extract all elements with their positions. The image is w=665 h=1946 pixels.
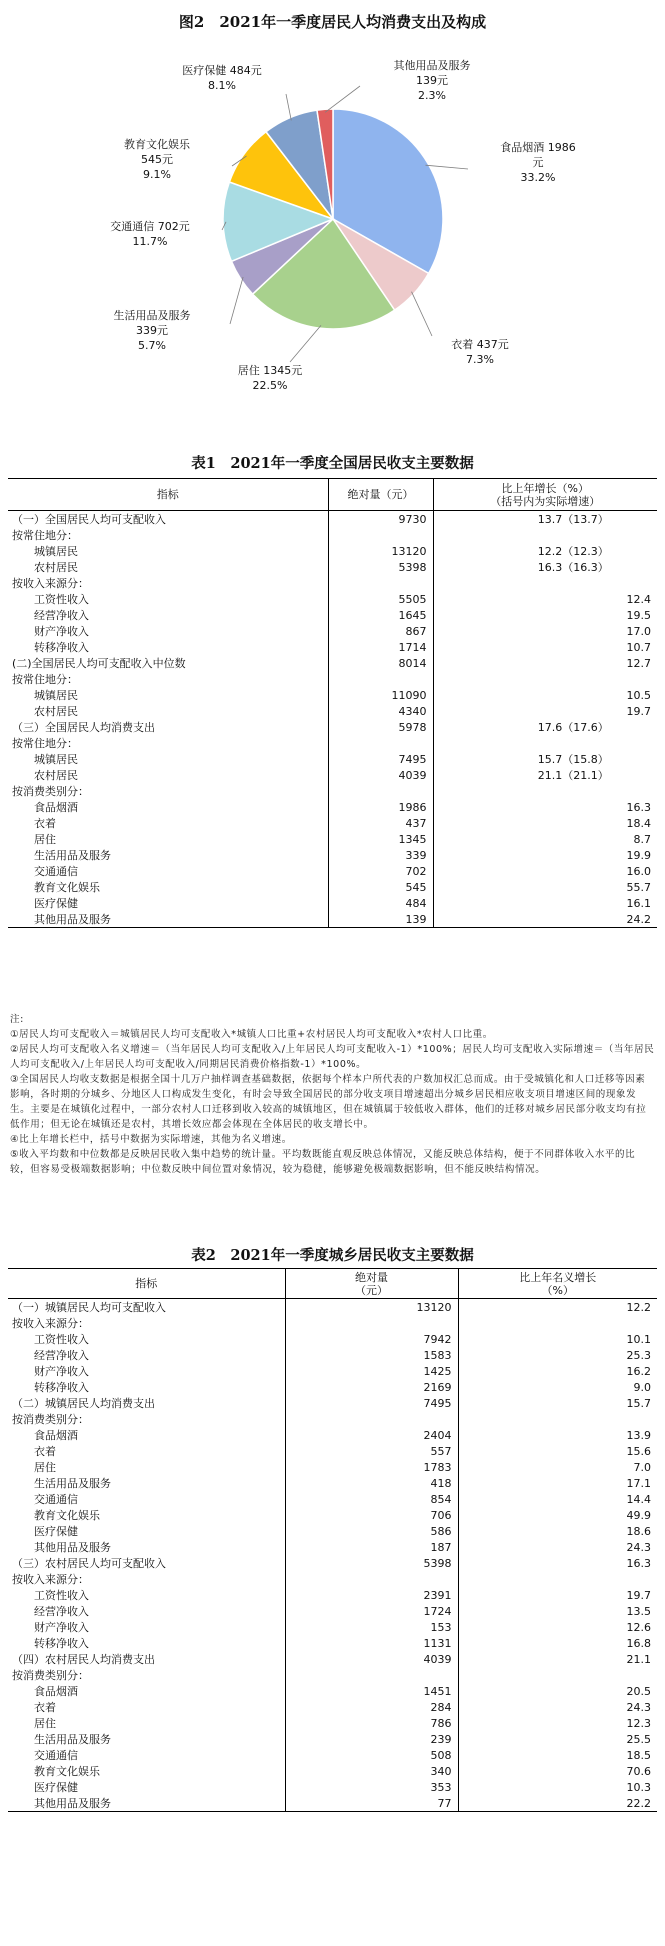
table2-row: [8, 1491, 657, 1507]
row-label: 食品烟酒: [34, 801, 78, 814]
table2-row: [8, 1699, 657, 1715]
row-absolute-value: 1451: [285, 1683, 458, 1699]
row-absolute-value: 13120: [285, 1299, 458, 1316]
row-label: (二)全国居民人均可支配收入中位数: [12, 657, 186, 670]
table2-row: [8, 1747, 657, 1763]
table2-row: [8, 1347, 657, 1363]
table2-row: [8, 1363, 657, 1379]
row-growth-value: 24.3: [458, 1699, 657, 1715]
row-label: 按常住地分：: [12, 737, 78, 750]
pie-label-line: 衣着 437元: [451, 338, 509, 351]
row-growth-value: 55.7: [433, 879, 657, 895]
table1-row: [8, 655, 657, 671]
row-label: 食品烟酒: [34, 1429, 78, 1442]
row-growth-value: 12.4: [433, 591, 657, 607]
row-absolute-value: 5505: [328, 591, 433, 607]
table1-row: [8, 639, 657, 655]
row-growth-value: 17.1: [458, 1475, 657, 1491]
table1: [8, 478, 657, 928]
table1-row: [8, 687, 657, 703]
row-label: 按常住地分：: [12, 529, 78, 542]
table2-header-growth-line1: 比上年名义增长: [519, 1270, 597, 1284]
row-growth-value: 10.7: [433, 639, 657, 655]
table2-header-indicator: 指标: [8, 1269, 285, 1299]
table2-header-growth: [458, 1269, 657, 1299]
table1-row: [8, 767, 657, 783]
row-growth-value: 9.0: [458, 1379, 657, 1395]
table2-row: [8, 1331, 657, 1347]
row-absolute-value: 1714: [328, 639, 433, 655]
row-label: 财产净收入: [34, 625, 89, 638]
pie-label-line: 其他用品及服务: [393, 59, 471, 72]
row-growth-value: 21.1（21.1）: [433, 767, 657, 783]
table1-row: [8, 575, 657, 591]
row-label: 医疗保健: [34, 1781, 78, 1794]
table1-row: [8, 895, 657, 911]
pie-slice-label: [124, 137, 191, 181]
row-label: 城镇居民: [34, 545, 78, 558]
row-label: 转移净收入: [34, 1637, 89, 1650]
table1-row: [8, 543, 657, 559]
row-growth-value: 12.7: [433, 655, 657, 671]
row-absolute-value: [285, 1667, 458, 1683]
row-absolute-value: 340: [285, 1763, 458, 1779]
row-absolute-value: 11090: [328, 687, 433, 703]
pie-label-line: 33.2%: [520, 171, 556, 184]
note-item: ①居民人均可支配收入＝城镇居民人均可支配收入*城镇人口比重+农村居民人均可支配收入*农村人口比重。: [10, 1029, 493, 1040]
row-absolute-value: 1425: [285, 1363, 458, 1379]
row-growth-value: [433, 735, 657, 751]
row-growth-value: 70.6: [458, 1763, 657, 1779]
row-growth-value: 25.5: [458, 1731, 657, 1747]
table2-row: [8, 1459, 657, 1475]
row-growth-value: 16.2: [458, 1363, 657, 1379]
row-growth-value: 12.2（12.3）: [433, 543, 657, 559]
row-label: 农村居民: [34, 769, 78, 782]
row-growth-value: [458, 1411, 657, 1427]
row-label: （三）农村居民人均可支配收入: [12, 1557, 166, 1570]
table1-row: [8, 527, 657, 543]
pie-leader-line: [425, 165, 468, 169]
row-label: 居住: [34, 1461, 56, 1474]
table2-row: [8, 1603, 657, 1619]
row-absolute-value: 418: [285, 1475, 458, 1491]
table2-row: [8, 1635, 657, 1651]
pie-label-line: 2.3%: [418, 89, 446, 102]
table1-row: [8, 911, 657, 928]
row-absolute-value: 7495: [328, 751, 433, 767]
row-label: （四）农村居民人均消费支出: [12, 1653, 155, 1666]
row-absolute-value: 5978: [328, 719, 433, 735]
row-growth-value: 13.7（13.7）: [433, 511, 657, 528]
row-label: 衣着: [34, 1701, 56, 1714]
row-growth-value: [458, 1315, 657, 1331]
table1-row: [8, 703, 657, 719]
row-label: 转移净收入: [34, 641, 89, 654]
table1-row: [8, 559, 657, 575]
pie-label-line: 545元: [141, 153, 173, 166]
row-label: 教育文化娱乐: [34, 1765, 100, 1778]
pie-label-line: 7.3%: [466, 353, 494, 366]
row-absolute-value: 586: [285, 1523, 458, 1539]
row-growth-value: 18.6: [458, 1523, 657, 1539]
row-growth-value: 16.1: [433, 895, 657, 911]
note-item: ⑤收入平均数和中位数都是反映居民收入集中趋势的统计量。平均数既能直观反映总体情况，又能反映总体结构，便于不同群体收入水平的比较，但容易受极端数据影响；中位数反映中间位置对象情况，较为稳健，能够避免极端数据影响，但不能反映结构情况。: [10, 1149, 636, 1175]
row-growth-value: 24.2: [433, 911, 657, 928]
table2-row: [8, 1411, 657, 1427]
pie-label-line: 22.5%: [252, 379, 288, 392]
row-growth-value: 10.3: [458, 1779, 657, 1795]
pie-leader-line: [286, 94, 291, 120]
pie-label-line: 9.1%: [143, 168, 171, 181]
table2-row: [8, 1795, 657, 1812]
pie-label-line: 教育文化娱乐: [124, 138, 190, 151]
row-growth-value: 19.5: [433, 607, 657, 623]
table2-row: [8, 1667, 657, 1683]
row-growth-value: 16.8: [458, 1635, 657, 1651]
table2-header-growth-line2: （%）: [541, 1283, 574, 1297]
row-label: 按收入来源分：: [12, 1573, 89, 1586]
note-item: ④比上年增长栏中，括号中数据为实际增速，其他为名义增速。: [10, 1134, 292, 1145]
row-growth-value: 7.0: [458, 1459, 657, 1475]
row-growth-value: 8.7: [433, 831, 657, 847]
row-absolute-value: 2391: [285, 1587, 458, 1603]
note-item: ②居民人均可支配收入名义增速＝（当年居民人均可支配收入/上年居民人均可支配收入-1）*100%；居民人均可支配收入实际增速＝（当年居民人均可支配收入/上年居民人均可支配收入/同期居民消费价格指数-1）*100%。: [10, 1044, 655, 1070]
row-label: 经营净收入: [34, 1349, 89, 1362]
row-label: 按收入来源分：: [12, 577, 89, 590]
row-label: 食品烟酒: [34, 1685, 78, 1698]
table2-row: [8, 1651, 657, 1667]
row-growth-value: [458, 1571, 657, 1587]
row-absolute-value: 1986: [328, 799, 433, 815]
table2-header-absolute: [285, 1269, 458, 1299]
table2-row: [8, 1587, 657, 1603]
table1-row: [8, 591, 657, 607]
row-growth-value: 12.2: [458, 1299, 657, 1316]
row-growth-value: 15.7（15.8）: [433, 751, 657, 767]
row-growth-value: 17.6（17.6）: [433, 719, 657, 735]
pie-leader-line: [325, 86, 360, 112]
table2-row: [8, 1715, 657, 1731]
row-absolute-value: 5398: [285, 1555, 458, 1571]
table1-header-growth: [433, 479, 657, 511]
pie-leader-line: [412, 292, 432, 336]
row-label: 其他用品及服务: [34, 1541, 111, 1554]
row-label: （二）城镇居民人均消费支出: [12, 1397, 155, 1410]
table1-notes: [10, 1012, 655, 1177]
row-label: 工资性收入: [34, 1589, 89, 1602]
row-label: 转移净收入: [34, 1381, 89, 1394]
row-absolute-value: 786: [285, 1715, 458, 1731]
table2-row: [8, 1619, 657, 1635]
row-absolute-value: 13120: [328, 543, 433, 559]
row-label: 交通通信: [34, 1749, 78, 1762]
row-label: 教育文化娱乐: [34, 1509, 100, 1522]
table2-row: [8, 1571, 657, 1587]
row-label: （一）城镇居民人均可支配收入: [12, 1301, 166, 1314]
pie-label-line: 医疗保健 484元: [182, 64, 262, 77]
row-growth-value: 25.3: [458, 1347, 657, 1363]
table2-row: [8, 1379, 657, 1395]
table1-header-growth-line1: 比上年增长（%）: [501, 481, 589, 495]
row-growth-value: [433, 527, 657, 543]
row-absolute-value: [328, 735, 433, 751]
row-growth-value: 16.3: [433, 799, 657, 815]
table1-row: [8, 815, 657, 831]
pie-label-line: 元: [532, 156, 544, 169]
row-label: 居住: [34, 1717, 56, 1730]
pie-label-line: 居住 1345元: [237, 364, 303, 377]
row-absolute-value: [285, 1571, 458, 1587]
row-label: （三）全国居民人均消费支出: [12, 721, 155, 734]
row-growth-value: 19.7: [433, 703, 657, 719]
row-absolute-value: 4039: [328, 767, 433, 783]
row-growth-value: 19.9: [433, 847, 657, 863]
row-absolute-value: 437: [328, 815, 433, 831]
table1-title: 表1 2021年一季度全国居民收支主要数据: [191, 455, 474, 472]
row-absolute-value: 4340: [328, 703, 433, 719]
table2-header-absolute-line2: （元）: [355, 1283, 388, 1297]
row-label: 教育文化娱乐: [34, 881, 100, 894]
row-growth-value: 18.4: [433, 815, 657, 831]
row-label: 交通通信: [34, 1493, 78, 1506]
row-absolute-value: 339: [328, 847, 433, 863]
table1-row: [8, 511, 657, 528]
row-growth-value: 24.3: [458, 1539, 657, 1555]
table2-row: [8, 1395, 657, 1411]
pie-slice-label: [500, 140, 576, 184]
table2-row: [8, 1299, 657, 1316]
row-growth-value: 10.1: [458, 1331, 657, 1347]
table2-row: [8, 1555, 657, 1571]
table1-row: [8, 847, 657, 863]
row-absolute-value: 1345: [328, 831, 433, 847]
row-absolute-value: 5398: [328, 559, 433, 575]
table1-row: [8, 671, 657, 687]
pie-label-line: 生活用品及服务: [113, 309, 191, 322]
pie-label-line: 11.7%: [132, 235, 168, 248]
table2-row: [8, 1475, 657, 1491]
table1-row: [8, 831, 657, 847]
table1-row: [8, 783, 657, 799]
row-absolute-value: 8014: [328, 655, 433, 671]
pie-label-line: 139元: [416, 74, 448, 87]
table2-header-absolute-line1: 绝对量: [355, 1270, 388, 1284]
row-label: 医疗保健: [34, 897, 78, 910]
row-label: 财产净收入: [34, 1365, 89, 1378]
row-label: （一）全国居民人均可支配收入: [12, 513, 166, 526]
row-growth-value: [433, 783, 657, 799]
row-absolute-value: 702: [328, 863, 433, 879]
pie-slice-label: [182, 63, 262, 92]
row-absolute-value: 854: [285, 1491, 458, 1507]
row-absolute-value: 545: [328, 879, 433, 895]
row-absolute-value: 77: [285, 1795, 458, 1812]
row-absolute-value: 1131: [285, 1635, 458, 1651]
table2-row: [8, 1315, 657, 1331]
table2: [8, 1268, 657, 1812]
row-absolute-value: 2404: [285, 1427, 458, 1443]
row-absolute-value: 284: [285, 1699, 458, 1715]
row-absolute-value: 7495: [285, 1395, 458, 1411]
row-absolute-value: 239: [285, 1731, 458, 1747]
table1-row: [8, 863, 657, 879]
row-absolute-value: 187: [285, 1539, 458, 1555]
row-growth-value: 21.1: [458, 1651, 657, 1667]
pie-leader-line: [290, 325, 321, 362]
table2-row: [8, 1539, 657, 1555]
pie-slice-label: [238, 364, 303, 392]
table2-row: [8, 1427, 657, 1443]
row-growth-value: 10.5: [433, 687, 657, 703]
pie-slice-label: [394, 58, 471, 102]
row-absolute-value: 9730: [328, 511, 433, 528]
row-growth-value: 17.0: [433, 623, 657, 639]
row-growth-value: 16.3: [458, 1555, 657, 1571]
table1-row: [8, 879, 657, 895]
row-absolute-value: 1783: [285, 1459, 458, 1475]
row-label: 城镇居民: [34, 753, 78, 766]
table2-row: [8, 1731, 657, 1747]
row-absolute-value: [328, 783, 433, 799]
figure-title: 图2 2021年一季度居民人均消费支出及构成: [178, 13, 487, 31]
row-absolute-value: 1645: [328, 607, 433, 623]
row-absolute-value: 1724: [285, 1603, 458, 1619]
row-label: 按常住地分：: [12, 673, 78, 686]
table1-row: [8, 799, 657, 815]
row-label: 其他用品及服务: [8, 1795, 285, 1812]
row-growth-value: 15.6: [458, 1443, 657, 1459]
row-label: 按消费类别分：: [12, 1669, 89, 1682]
row-growth-value: [433, 575, 657, 591]
row-growth-value: 16.3（16.3）: [433, 559, 657, 575]
row-label: 城镇居民: [34, 689, 78, 702]
pie-label-line: 5.7%: [138, 339, 166, 352]
row-absolute-value: 557: [285, 1443, 458, 1459]
table1-row: [8, 719, 657, 735]
row-growth-value: [433, 671, 657, 687]
table1-row: [8, 751, 657, 767]
row-label: 生活用品及服务: [34, 1733, 111, 1746]
table1-header-absolute: 绝对量（元）: [328, 479, 433, 511]
pie-label-line: 食品烟酒 1986: [500, 141, 576, 154]
row-label: 衣着: [34, 1445, 56, 1458]
row-absolute-value: [328, 671, 433, 687]
row-label: 财产净收入: [34, 1621, 89, 1634]
table1-row: [8, 607, 657, 623]
note-item: ③全国居民人均收支数据是根据全国十几万户抽样调查基础数据，依据每个样本户所代表的户数加权汇总而成。由于受城镇化和人口迁移等因素影响，各时期的分城乡、分地区人口构成发生变化，有时会导致全国居民的部分收支项目增速超出分城乡居民相应收支项目增速区间的现象发生。主要是在城镇化过程中，一部分农村人口迁移到收入较高的城镇地区，但在城镇属于较低收入群体，他们的迁移对城乡居民部分收支均有拉低作用；但无论在城镇还是农村，其增长效应都会体现在全体居民的收支增长中。: [10, 1074, 647, 1130]
row-growth-value: 14.4: [458, 1491, 657, 1507]
row-label: 工资性收入: [34, 593, 89, 606]
pie-slice-label: [114, 308, 191, 352]
pie-label-line: 交通通信 702元: [110, 220, 190, 233]
pie-slice-label: [110, 219, 190, 248]
table2-row: [8, 1763, 657, 1779]
row-growth-value: 12.6: [458, 1619, 657, 1635]
table2-row: [8, 1443, 657, 1459]
row-absolute-value: [285, 1315, 458, 1331]
row-growth-value: 15.7: [458, 1395, 657, 1411]
row-label: 按消费类别分：: [12, 785, 89, 798]
row-growth-value: 49.9: [458, 1507, 657, 1523]
row-absolute-value: 2169: [285, 1379, 458, 1395]
row-label: 居住: [34, 833, 56, 846]
row-label: 生活用品及服务: [34, 849, 111, 862]
pie-leader-line: [230, 277, 243, 324]
row-growth-value: 22.2: [458, 1795, 657, 1812]
row-label: 衣着: [34, 817, 56, 830]
row-growth-value: 12.3: [458, 1715, 657, 1731]
row-absolute-value: 508: [285, 1747, 458, 1763]
row-label: 按消费类别分：: [12, 1413, 89, 1426]
table2-row: [8, 1779, 657, 1795]
table1-row: [8, 735, 657, 751]
table2-row: [8, 1683, 657, 1699]
row-label: 农村居民: [34, 561, 78, 574]
row-growth-value: 13.9: [458, 1427, 657, 1443]
row-label: 农村居民: [34, 705, 78, 718]
table2-title: 表2 2021年一季度城乡居民收支主要数据: [191, 1247, 474, 1264]
row-growth-value: 18.5: [458, 1747, 657, 1763]
pie-chart: [0, 44, 665, 404]
table2-row: [8, 1523, 657, 1539]
row-label: 其他用品及服务: [8, 911, 328, 928]
row-label: 交通通信: [34, 865, 78, 878]
row-growth-value: 20.5: [458, 1683, 657, 1699]
row-label: 按收入来源分：: [12, 1317, 89, 1330]
row-absolute-value: 484: [328, 895, 433, 911]
row-absolute-value: 153: [285, 1619, 458, 1635]
row-growth-value: 16.0: [433, 863, 657, 879]
table1-header-growth-line2: （括号内为实际增速）: [490, 494, 601, 508]
row-absolute-value: 4039: [285, 1651, 458, 1667]
row-absolute-value: 1583: [285, 1347, 458, 1363]
row-label: 医疗保健: [34, 1525, 78, 1538]
row-absolute-value: 7942: [285, 1331, 458, 1347]
row-label: 经营净收入: [34, 1605, 89, 1618]
row-growth-value: 13.5: [458, 1603, 657, 1619]
row-absolute-value: 139: [328, 911, 433, 928]
pie-slice-label: [451, 337, 509, 366]
row-growth-value: [458, 1667, 657, 1683]
pie-label-line: 8.1%: [208, 79, 236, 92]
row-absolute-value: 353: [285, 1779, 458, 1795]
row-absolute-value: 867: [328, 623, 433, 639]
row-absolute-value: [328, 575, 433, 591]
row-absolute-value: [285, 1411, 458, 1427]
note-item: 注:: [10, 1014, 24, 1025]
row-absolute-value: [328, 527, 433, 543]
row-label: 生活用品及服务: [34, 1477, 111, 1490]
pie-label-line: 339元: [136, 324, 168, 337]
row-label: 工资性收入: [34, 1333, 89, 1346]
table1-row: [8, 623, 657, 639]
row-label: 经营净收入: [34, 609, 89, 622]
row-growth-value: 19.7: [458, 1587, 657, 1603]
table2-row: [8, 1507, 657, 1523]
row-absolute-value: 706: [285, 1507, 458, 1523]
table1-header-indicator: 指标: [8, 479, 328, 511]
